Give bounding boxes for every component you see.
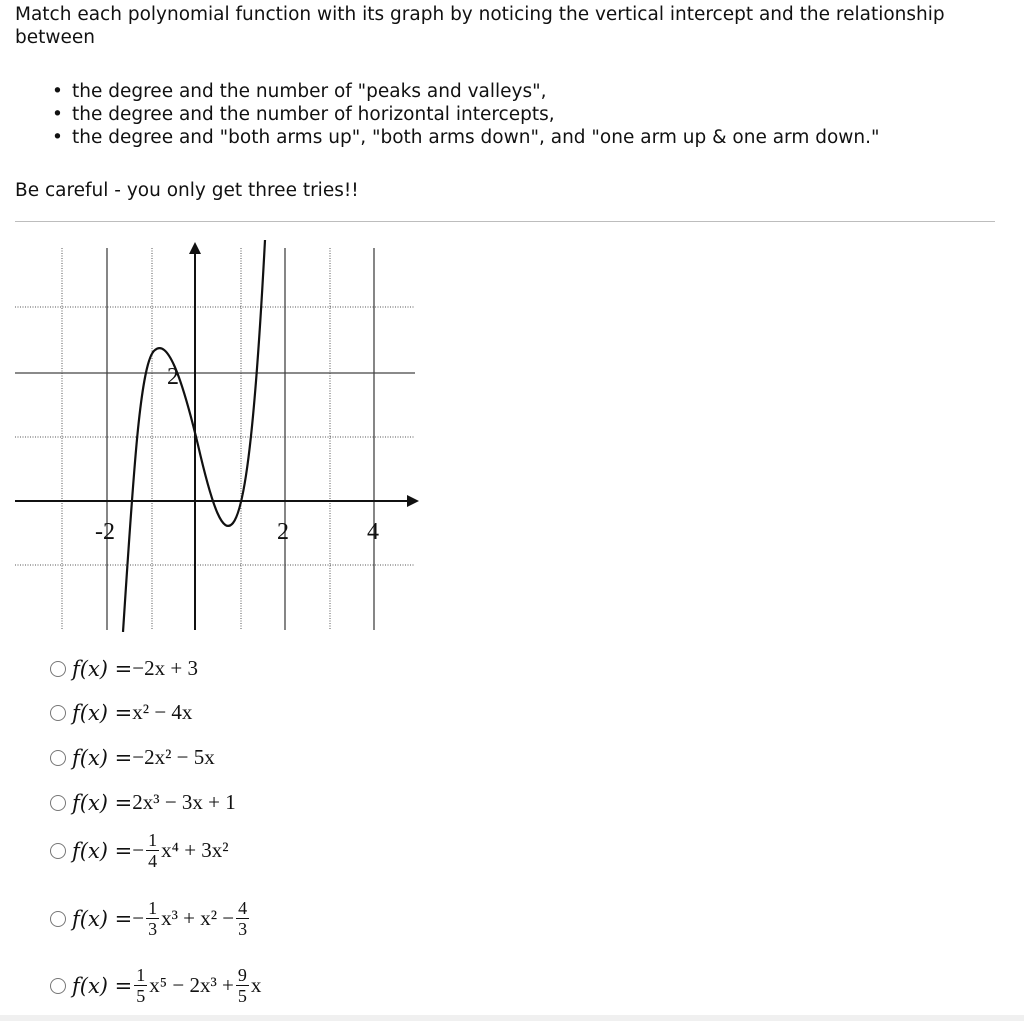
graph-solid-grid xyxy=(15,248,415,630)
option-prefix: f(x) = xyxy=(72,838,133,863)
radio-button[interactable] xyxy=(50,843,66,859)
tick-label-2: 2 xyxy=(277,519,289,545)
fraction-denominator: 3 xyxy=(238,919,248,939)
option-sign: − xyxy=(132,838,145,862)
radio-button[interactable] xyxy=(50,911,66,927)
option-expression: x³ + x² − xyxy=(161,906,235,930)
curve-label: 2 xyxy=(167,364,179,390)
intro-text: Match each polynomial function with its graph by noticing the vertical intercept and the relationship between xyxy=(15,4,945,48)
option-6[interactable] xyxy=(50,898,251,939)
fraction xyxy=(146,898,159,939)
fraction xyxy=(146,830,159,871)
criteria-item: • the degree and the number of horizontal intercepts, xyxy=(52,103,880,126)
option-prefix: f(x) = xyxy=(72,745,133,770)
option-expression-tail: x xyxy=(250,973,262,997)
fraction-numerator: 1 xyxy=(148,830,158,850)
fraction-denominator: 3 xyxy=(148,919,158,939)
fraction-denominator: 4 xyxy=(148,851,158,871)
fraction xyxy=(236,965,249,1006)
fraction-numerator: 4 xyxy=(238,898,248,918)
fraction-denominator: 5 xyxy=(136,986,146,1006)
fraction-numerator: 1 xyxy=(136,965,146,985)
graph-dotted-grid xyxy=(15,248,415,630)
option-expression: x⁴ + 3x² xyxy=(161,838,229,862)
option-prefix: f(x) = xyxy=(72,656,133,681)
warning-text: Be careful - you only get three tries!! xyxy=(15,180,359,201)
tick-label-4: 4 xyxy=(367,519,379,545)
option-sign: − xyxy=(132,906,145,930)
tick-label-neg2: -2 xyxy=(95,519,115,545)
option-expression: −2x² − 5x xyxy=(132,745,215,769)
option-7[interactable] xyxy=(50,965,261,1006)
option-2[interactable] xyxy=(50,700,192,725)
option-prefix: f(x) = xyxy=(72,700,133,725)
radio-button[interactable] xyxy=(50,978,66,994)
y-axis-arrow xyxy=(189,242,201,254)
option-3[interactable] xyxy=(50,745,215,770)
divider xyxy=(15,221,995,222)
criteria-list xyxy=(52,80,880,149)
graph-axes xyxy=(15,254,410,630)
criteria-item: • the degree and the number of "peaks and valleys", xyxy=(52,80,880,103)
option-4[interactable] xyxy=(50,790,236,815)
radio-button[interactable] xyxy=(50,750,66,766)
fraction xyxy=(236,898,249,939)
page-bottom-edge xyxy=(0,1015,1024,1021)
option-expression: −2x + 3 xyxy=(132,656,198,680)
option-1[interactable] xyxy=(50,656,198,681)
radio-button[interactable] xyxy=(50,795,66,811)
fraction-numerator: 1 xyxy=(148,898,158,918)
fraction-denominator: 5 xyxy=(237,986,247,1006)
option-expression: x² − 4x xyxy=(132,700,193,724)
fraction-numerator: 9 xyxy=(237,965,247,985)
option-prefix: f(x) = xyxy=(72,973,133,998)
polynomial-graph xyxy=(15,240,420,632)
option-expression: x⁵ − 2x³ + xyxy=(149,973,234,997)
option-prefix: f(x) = xyxy=(72,790,133,815)
criteria-item: • the degree and "both arms up", "both arms down", and "one arm up & one arm down." xyxy=(52,126,880,149)
option-5[interactable] xyxy=(50,830,229,871)
fraction xyxy=(134,965,147,1006)
radio-button[interactable] xyxy=(50,661,66,677)
x-axis-arrow xyxy=(407,495,419,507)
radio-button[interactable] xyxy=(50,705,66,721)
option-expression: 2x³ − 3x + 1 xyxy=(132,790,236,814)
option-prefix: f(x) = xyxy=(72,906,133,931)
